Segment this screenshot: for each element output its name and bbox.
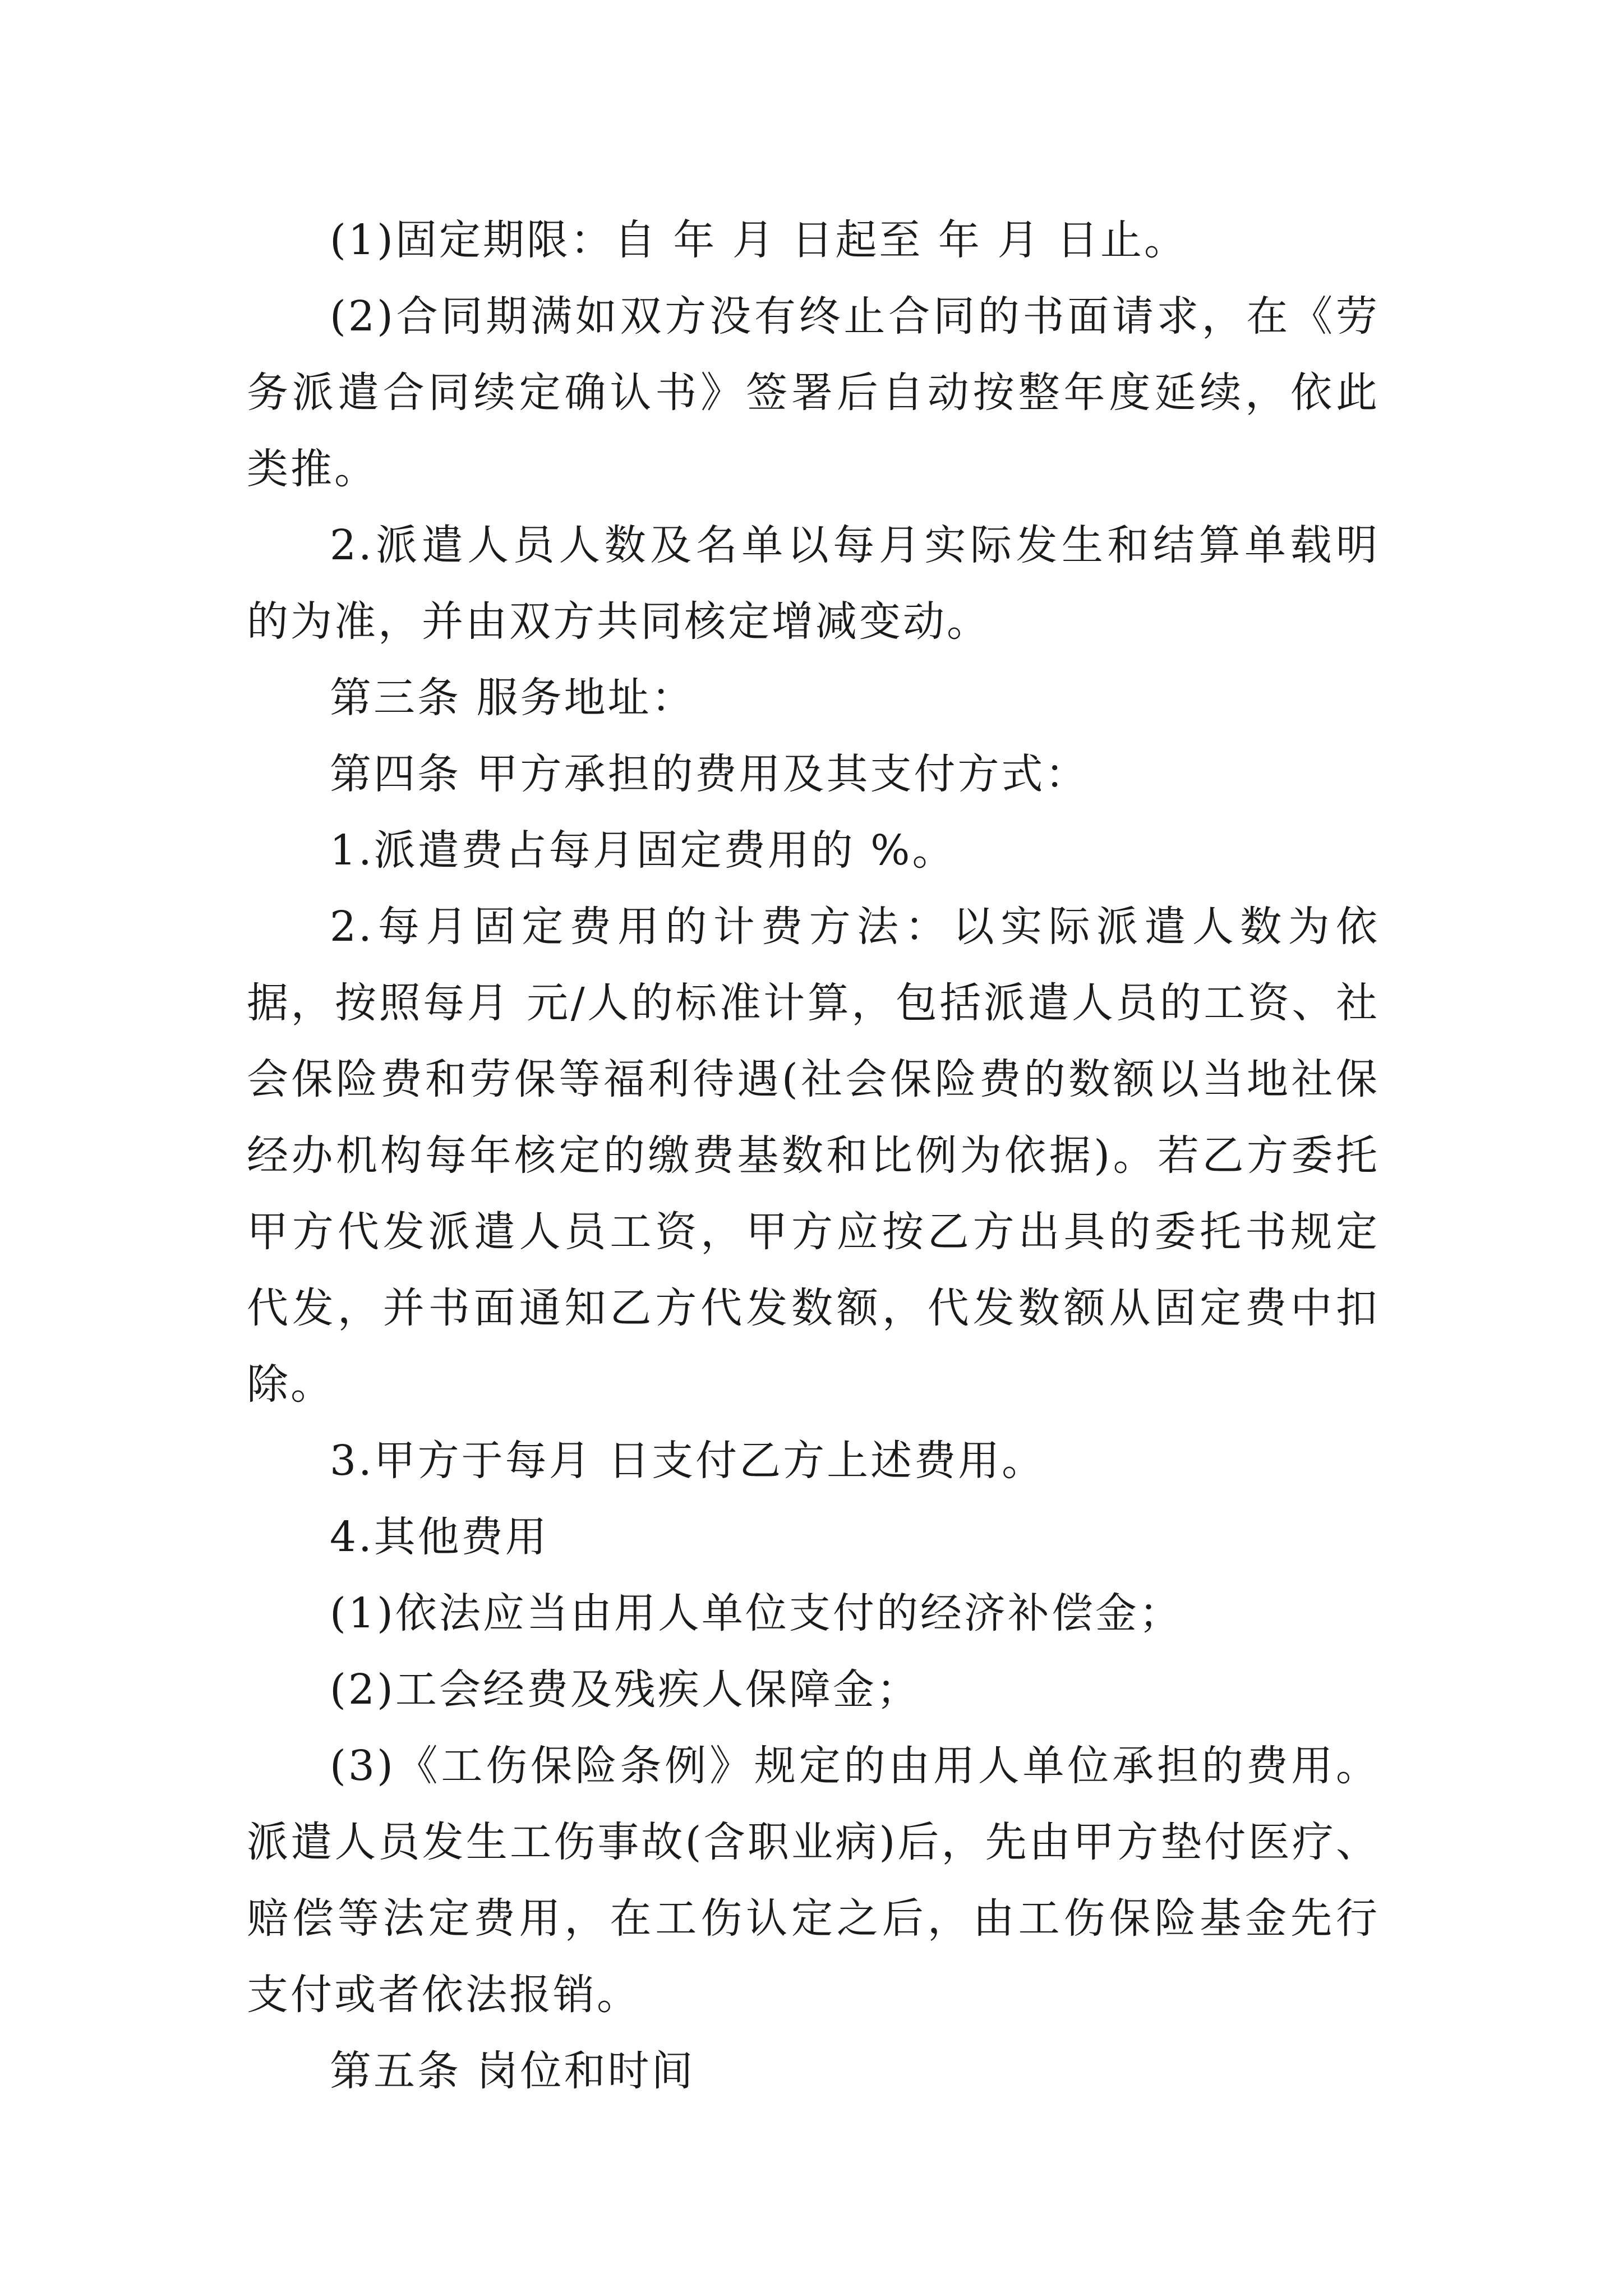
heading-article-4: 第四条 甲方承担的费用及其支付方式： <box>330 750 1089 798</box>
paragraph-union-fees: (2)工会经费及残疾人保障金； <box>330 1665 920 1714</box>
heading-article-5: 第五条 岗位和时间 <box>330 2047 695 2095</box>
heading-article-3: 第三条 服务地址： <box>330 674 695 722</box>
paragraph-dispatch-fee-ratio: 1.派遣费占每月固定费用的 %。 <box>330 826 956 875</box>
paragraph-payment-date: 3.甲方于每月 日支付乙方上述费用。 <box>330 1437 1046 1485</box>
paragraph-dispatched-staff-count: 2.派遣人员人数及名单以每月实际发生和结算单载明的为准，并由双方共同核定增减变动。 <box>247 521 1380 646</box>
document-body <box>247 202 1380 2109</box>
paragraph-compensation: (1)依法应当由用人单位支付的经济补偿金； <box>330 1589 1183 1637</box>
paragraph-contract-renewal: (2)合同期满如双方没有终止合同的书面请求，在《劳务派遣合同续定确认书》签署后自动按整年度延续，依此类推。 <box>247 292 1380 493</box>
paragraph-fixed-term: (1)固定期限：自 年 月 日起至 年 月 日止。 <box>330 216 1188 264</box>
paragraph-work-injury: (3)《工伤保险条例》规定的由用人单位承担的费用。派遣人员发生工伤事故(含职业病)后，先由甲方垫付医疗、赔偿等法定费用，在工伤认定之后，由工伤保险基金先行支付或者依法报销。 <box>247 1742 1380 2019</box>
heading-other-fees: 4.其他费用 <box>330 1513 549 1561</box>
paragraph-fee-calculation: 2.每月固定费用的计费方法：以实际派遣人数为依据，按照每月 元/人的标准计算，包括派遣人员的工资、社会保险费和劳保等福利待遇(社会保险费的数额以当地社保经办机构每年核定的缴费基数和比例为依据)。若乙方委托甲方代发派遣人员工资，甲方应按乙方出具的委托书规定代发，并书面通知乙方代发数额，代发数额从固定费中扣除。 <box>247 903 1380 1409</box>
